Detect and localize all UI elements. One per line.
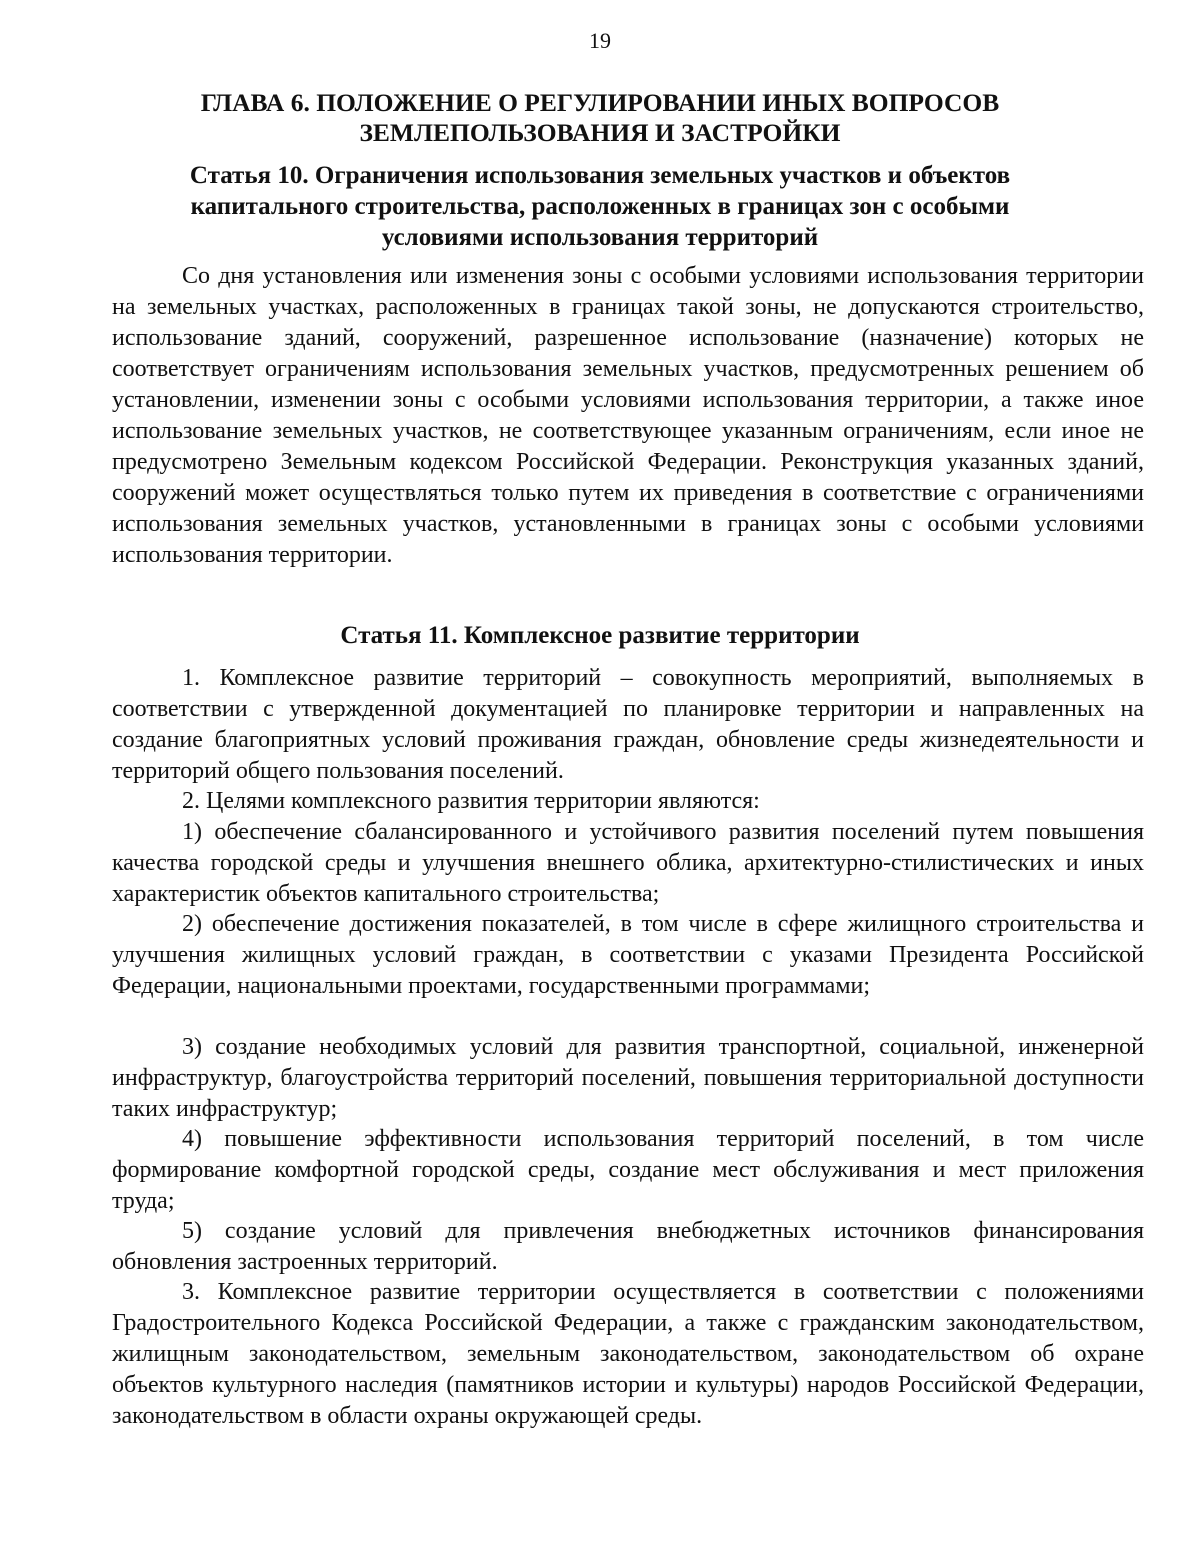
article-11-item-5: 5) создание условий для привлечения внебюджетных источников финансирования обновления застроенных территорий. (112, 1218, 1144, 1275)
article-11-item-2: 2) обеспечение достижения показателей, в том числе в сфере жилищного строительства и улучшения жилищных условий граждан, в соответствии с указами Президента Российской Федерации, национальными проектами, государственными программами; (112, 911, 1144, 999)
article-11-item-4: 4) повышение эффективности использования территорий поселений, в том числе формирование комфортной городской среды, создание мест обслуживания и мест приложения труда; (112, 1126, 1144, 1214)
article-10-paragraph: Со дня установления или изменения зоны с особыми условиями использования территории на земельных участках, расположенных в границах такой зоны, не допускаются строительство, использование зданий, сооружений, разрешенное использование (назначение) которых не соответствует ограничениям использования земельных участков, предусмотренных решением об установлении, изменении зоны с особыми условиями использования территории, а также иное использование земельных участков, не соответствующее указанным ограничениям, если иное не предусмотрено Земельным кодексом Российской Федерации. Реконструкция указанных зданий, сооружений может осуществляться только путем их приведения в соответствие с ограничениями использования земельных участков, установленными в границах зоны с особыми условиями использования территории. (112, 263, 1144, 568)
chapter-title: ГЛАВА 6. ПОЛОЖЕНИЕ О РЕГУЛИРОВАНИИ ИНЫХ ВОПРОСОВ ЗЕМЛЕПОЛЬЗОВАНИЯ И ЗАСТРОЙКИ (200, 88, 1000, 147)
article-11-title: Статья 11. Комплексное развитие территории (340, 622, 860, 649)
article-11-paragraph-3: 3. Комплексное развитие территории осуществляется в соответствии с положениями Градостроительного Кодекса Российской Федерации, а также с гражданским законодательством, жилищным законодательством, земельным законодательством, законодательством об охране объектов культурного наследия (памятников истории и культуры) народов Российской Федерации, законодательством в области охраны окружающей среды. (112, 1279, 1144, 1429)
article-11-item-1: 1) обеспечение сбалансированного и устойчивого развития поселений путем повышения качества городской среды и улучшения внешнего облика, архитектурно-стилистических и иных характеристик объектов капитального строительства; (112, 819, 1144, 907)
page-number: 19 (589, 28, 611, 53)
article-11-paragraph-2: 2. Целями комплексного развития территории являются: (182, 788, 760, 814)
article-11-paragraph-1: 1. Комплексное развитие территорий – совокупность мероприятий, выполняемых в соответствии с утвержденной документацией по планировке территории и направленных на создание благоприятных условий проживания граждан, обновление среды жизнедеятельности и территорий общего пользования поселений. (112, 665, 1144, 784)
article-11-item-3: 3) создание необходимых условий для развития транспортной, социальной, инженерной инфраструктур, благоустройства территорий поселений, повышения территориальной доступности таких инфраструктур; (112, 1034, 1144, 1122)
article-10-title: Статья 10. Ограничения использования земельных участков и объектов капитального строительства, расположенных в границах зон с особыми условиями использования территорий (189, 162, 1011, 251)
